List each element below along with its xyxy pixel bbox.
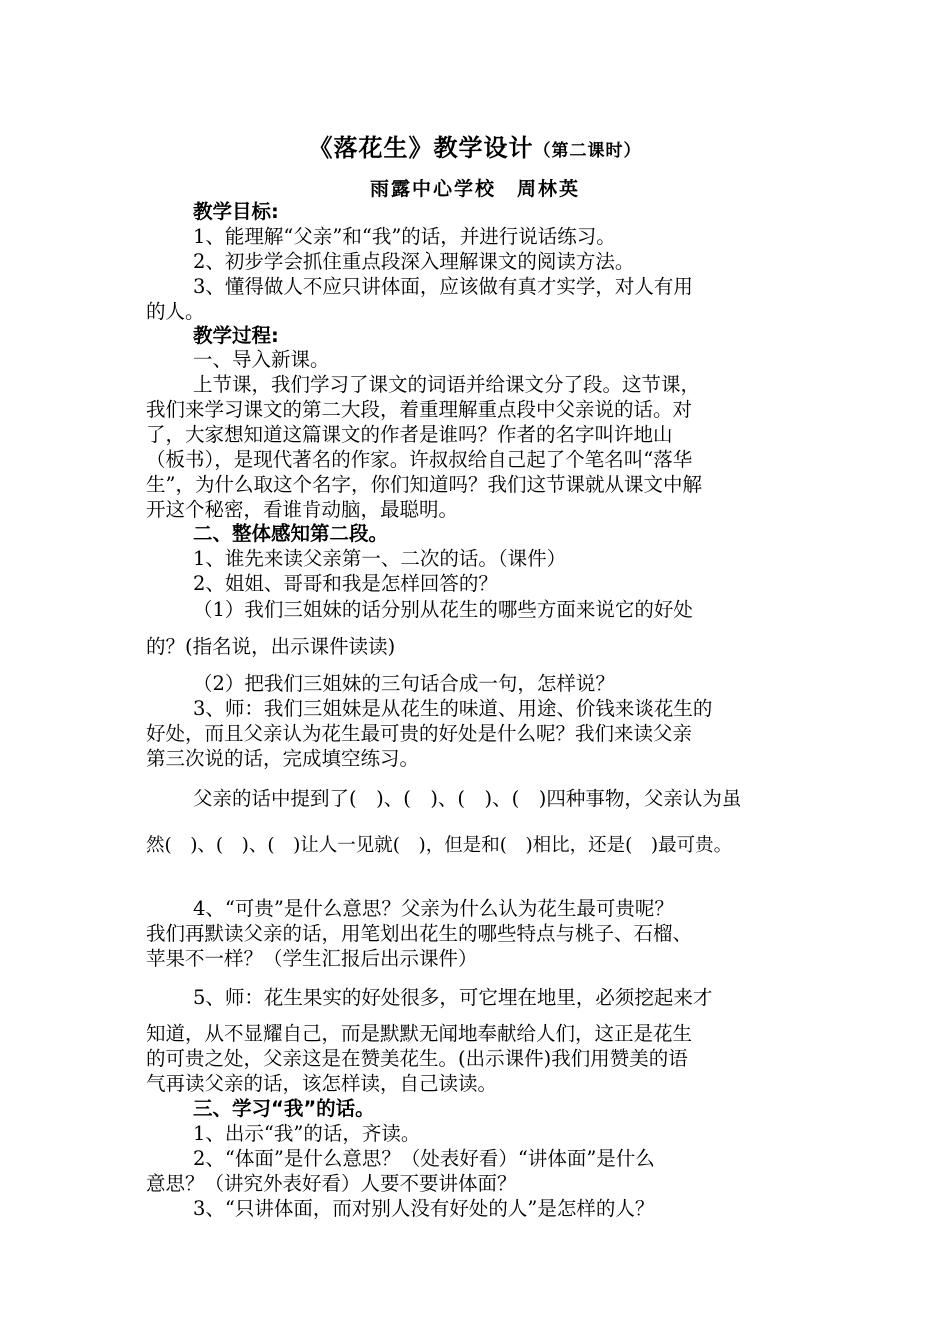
paragraph-line: 5、师：花生果实的好处很多，可它埋在地里，必须挖起来才 xyxy=(193,986,713,1009)
paragraph-line: （2）把我们三姐妹的三句话合成一句，怎样说？ xyxy=(193,672,615,695)
paragraph-line: 3、“只讲体面，而对别人没有好处的人”是怎样的人？ xyxy=(193,1197,655,1220)
objective-3-cont: 的人。 xyxy=(146,300,205,323)
section-2-heading: 二、整体感知第二段。 xyxy=(193,522,389,545)
fill-blank-line: 然( )、( )、( )让人一见就( )，但是和( )相比，还是( )最可贵。 xyxy=(146,835,733,856)
objective-3: 3、懂得做人不应只讲体面，应该做有真才实学，对人有用 xyxy=(193,275,693,298)
section-3-heading: 三、学习“我”的话。 xyxy=(193,1097,375,1120)
paragraph-line: 好处，而且父亲认为花生最可贵的好处是什么呢？我们来读父亲 xyxy=(146,722,693,745)
objective-1: 1、能理解“父亲”和“我”的话，并进行说话练习。 xyxy=(193,225,616,248)
author-line: 雨露中心学校 周林英 xyxy=(369,178,580,200)
fill-blank-line: 父亲的话中提到了( )、( )、( )、( )四种事物，父亲认为虽 xyxy=(193,787,742,810)
paragraph-line: 开这个秘密，看谁肯动脑，最聪明。 xyxy=(146,498,459,521)
paragraph-line: 我们再默读父亲的话，用笔划出花生的哪些特点与桃子、石榴、 xyxy=(146,922,693,945)
paragraph-line: 2、姐姐、哥哥和我是怎样回答的？ xyxy=(193,572,498,595)
title-suffix: （第二课时） xyxy=(533,141,642,161)
heading-objectives: 教学目标: xyxy=(193,200,279,223)
paragraph-line: 1、谁先来读父亲第一、二次的话。（课件） xyxy=(193,547,567,570)
paragraph-line: 2、“体面”是什么意思？（处表好看）“讲体面”是什么 xyxy=(193,1147,655,1170)
paragraph-line: （板书），是现代著名的作家。许叔叔给自己起了个笔名叫“落华 xyxy=(146,448,693,471)
section-1-heading: 一、导入新课。 xyxy=(193,348,330,371)
paragraph-line: （1）我们三姐妹的话分别从花生的哪些方面来说它的好处 xyxy=(193,598,693,621)
paragraph-line: 生”，为什么取这个名字，你们知道吗？我们这节课就从课文中解 xyxy=(146,473,702,496)
paragraph-line: 第三次说的话，完成填空练习。 xyxy=(146,747,420,770)
document-title xyxy=(0,128,950,163)
paragraph-line: 意思？（讲究外表好看）人要不要讲体面？ xyxy=(146,1172,517,1195)
paragraph-line: 的？(指名说，出示课件读读) xyxy=(146,635,396,658)
paragraph-line: 上节课，我们学习了课文的词语并给课文分了段。这节课， xyxy=(193,373,701,396)
title-main: 《落花生》教学设计 xyxy=(308,134,534,162)
paragraph-line: 了，大家想知道这篇课文的作者是谁吗？作者的名字叫许地山 xyxy=(146,423,673,446)
paragraph-line: 4、“可贵”是什么意思？父亲为什么认为花生最可贵呢？ xyxy=(193,897,674,920)
paragraph-line: 我们来学习课文的第二大段，着重理解重点段中父亲说的话。对 xyxy=(146,398,693,421)
paragraph-line: 知道，从不显耀自己，而是默默无闻地奉献给人们，这正是花生 xyxy=(146,1022,693,1045)
paragraph-line: 3、师：我们三姐妹是从花生的味道、用途、价钱来谈花生的 xyxy=(193,697,713,720)
paragraph-line: 的可贵之处，父亲这是在赞美花生。(出示课件)我们用赞美的语 xyxy=(146,1047,688,1070)
heading-process: 教学过程: xyxy=(193,324,279,347)
paragraph-line: 气再读父亲的话，该怎样读，自己读读。 xyxy=(146,1072,498,1095)
paragraph-line: 苹果不一样？（学生汇报后出示课件） xyxy=(146,947,478,970)
paragraph-line: 1、出示“我”的话，齐读。 xyxy=(193,1122,421,1145)
objective-2: 2、初步学会抓住重点段深入理解课文的阅读方法。 xyxy=(193,250,635,273)
